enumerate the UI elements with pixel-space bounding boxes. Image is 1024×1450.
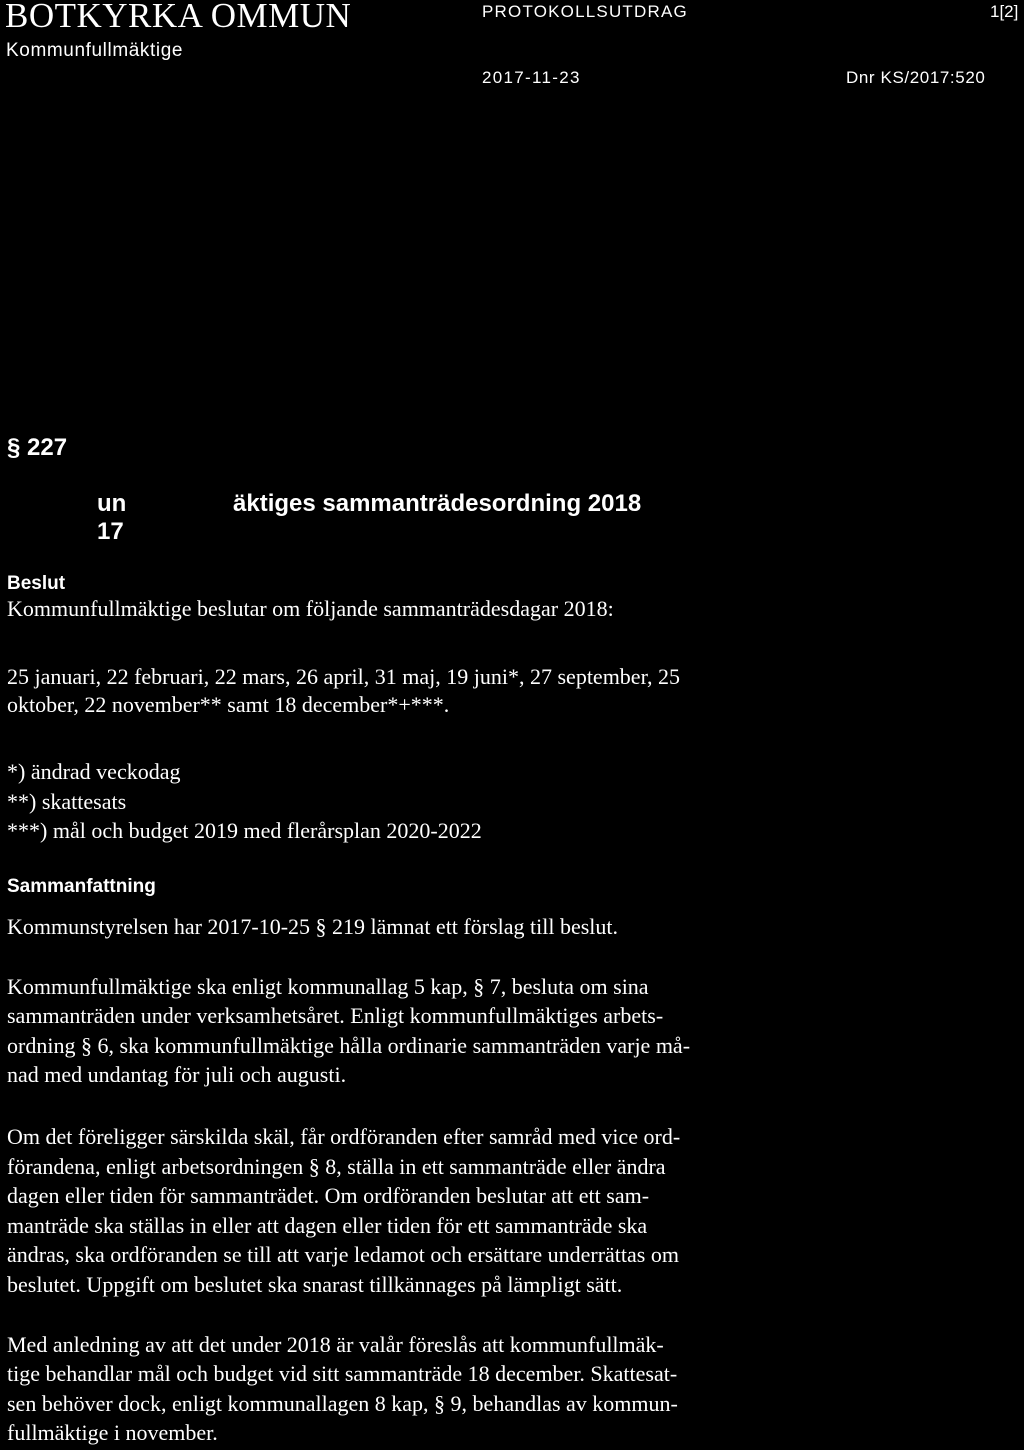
title-fragment-c: 17 xyxy=(97,518,124,545)
summary-line: nad med undantag för juli och augusti. xyxy=(7,1062,347,1087)
summary-line: Kommunfullmäktige ska enligt kommunallag 5 kap, § 7, besluta om sina xyxy=(7,974,649,999)
summary-line: manträde ska ställas in eller att dagen eller tiden för ett sammanträde ska xyxy=(7,1213,648,1238)
summary-line: fullmäktige i november. xyxy=(7,1420,218,1445)
page-number: 1[2] xyxy=(990,2,1019,21)
page-title: äktiges sammanträdesordning 2018 xyxy=(233,490,642,517)
beslut-intro: Kommunfullmäktige beslutar om följande sammanträdesdagar 2018: xyxy=(7,596,614,621)
summary-line: Kommunstyrelsen har 2017-10-25 § 219 lämnat ett förslag till beslut. xyxy=(7,914,619,939)
org-name: BOTKYRKA OMMUN xyxy=(5,0,352,35)
beslut-dates-line-2: oktober, 22 november** samt 18 december*+***. xyxy=(7,692,450,717)
summary-line: sen behöver dock, enligt kommunallagen 8 kap, § 9, behandlas av kommun- xyxy=(7,1391,678,1416)
case-number: Dnr KS/2017:520 xyxy=(846,68,986,87)
footnote-changed-weekday: *) ändrad veckodag xyxy=(7,759,181,784)
summary-line: sammanträden under verksamhetsåret. Enligt kommunfullmäktiges arbets- xyxy=(7,1003,664,1028)
beslut-dates-line-1: 25 januari, 22 februari, 22 mars, 26 april, 31 maj, 19 juni*, 27 september, 25 xyxy=(7,664,681,689)
summary-line: Om det föreligger särskilda skäl, får ordföranden efter samråd med vice ord- xyxy=(7,1124,681,1149)
summary-line: tige behandlar mål och budget vid sitt sammanträde 18 december. Skattesat- xyxy=(7,1361,678,1386)
paragraph-number: § 227 xyxy=(7,434,68,461)
summary-line: ordning § 6, ska kommunfullmäktige hålla ordinarie sammanträden varje må- xyxy=(7,1033,691,1058)
document-date: 2017-11-23 xyxy=(482,68,581,87)
summary-line: beslutet. Uppgift om beslutet ska snarast tillkännages på lämpligt sätt. xyxy=(7,1272,623,1297)
sammanfattning-heading: Sammanfattning xyxy=(7,876,156,897)
summary-line: dagen eller tiden för sammanträdet. Om ordföranden beslutar att ett sam- xyxy=(7,1183,650,1208)
footnote-tax-rate: **) skattesats xyxy=(7,789,127,814)
summary-line: Med anledning av att det under 2018 är valår föreslås att kommunfullmäk- xyxy=(7,1332,664,1357)
summary-line: förandena, enligt arbetsordningen § 8, ställa in ett sammanträde eller ändra xyxy=(7,1154,666,1179)
beslut-heading: Beslut xyxy=(7,573,66,594)
org-subtitle: Kommunfullmäktige xyxy=(6,40,184,61)
document-type: PROTOKOLLSUTDRAG xyxy=(482,2,688,21)
footnote-budget: ***) mål och budget 2019 med flerårsplan 2020-2022 xyxy=(7,818,482,843)
summary-line: ändras, ska ordföranden se till att varje ledamot och ersättare underrättas om xyxy=(7,1242,679,1267)
title-fragment-a: un xyxy=(97,490,127,517)
